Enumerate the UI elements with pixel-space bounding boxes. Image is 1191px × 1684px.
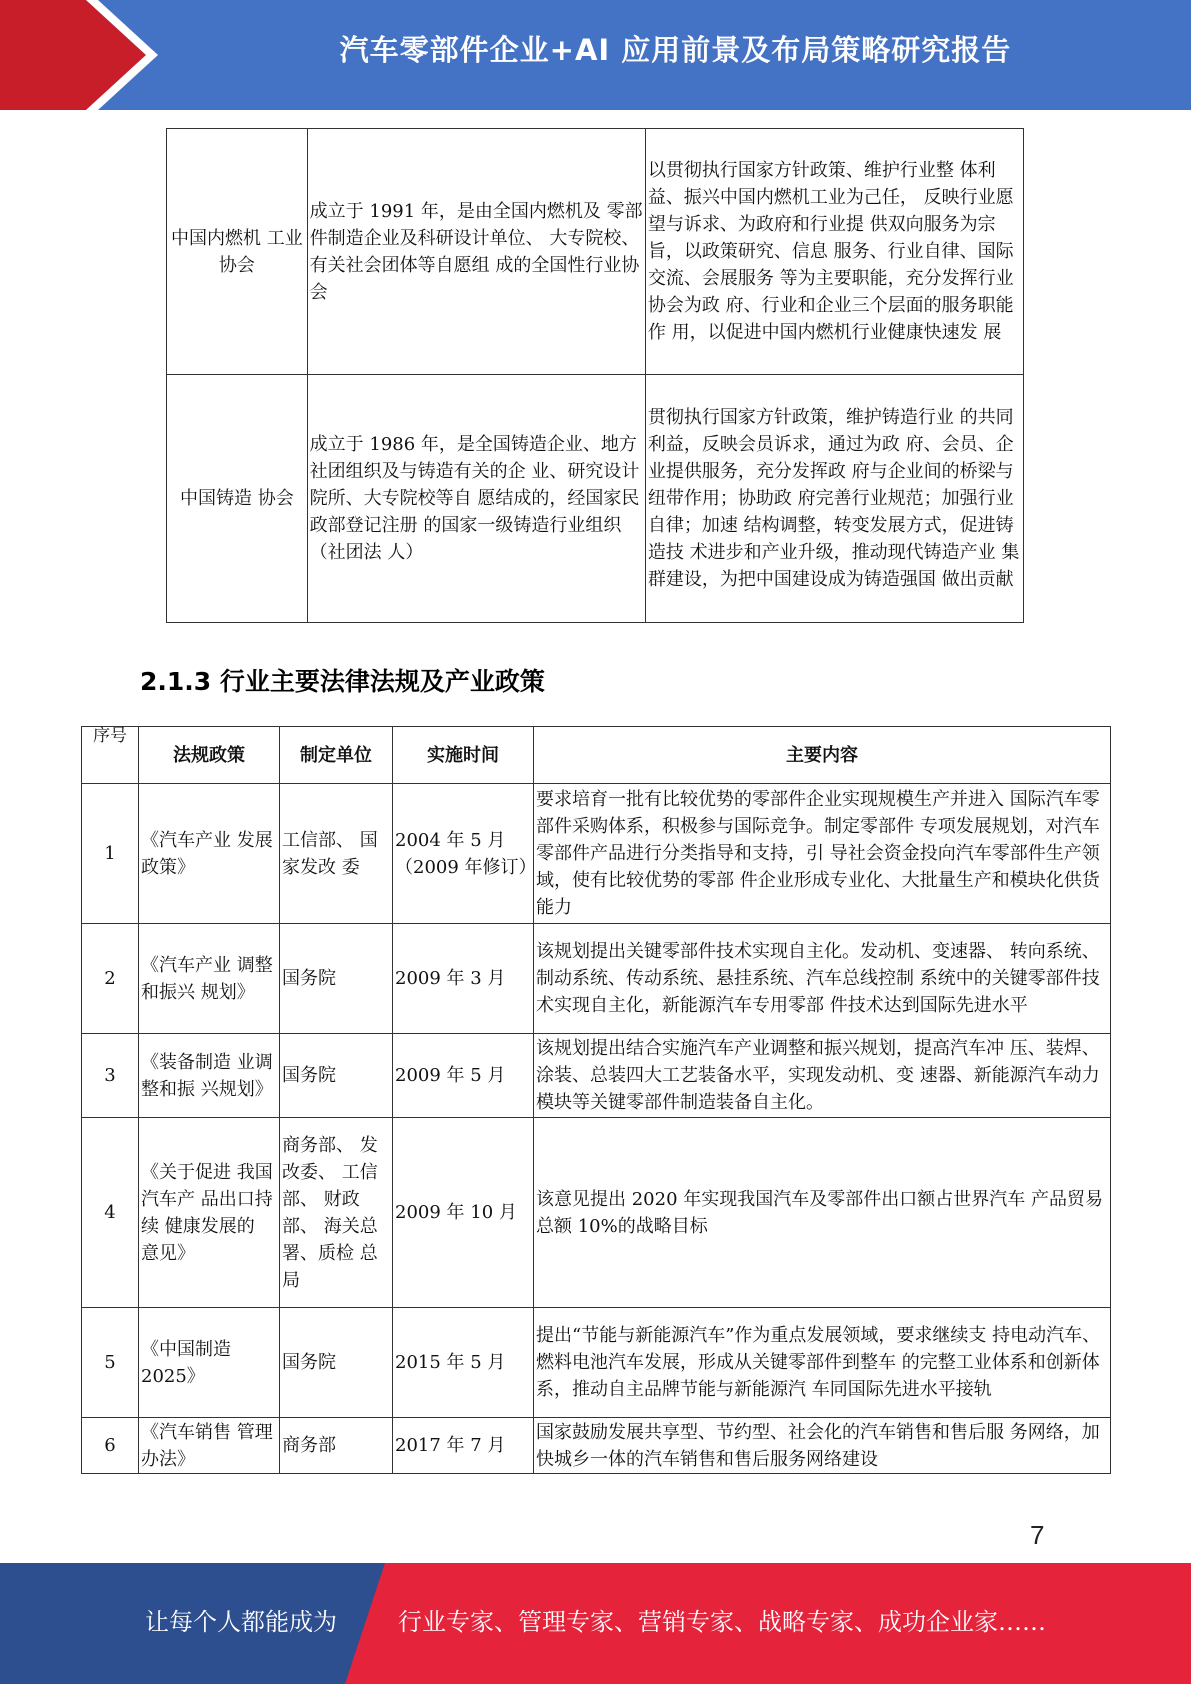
table-header-row: [82, 727, 1111, 784]
header-org: 制定单位: [280, 727, 393, 784]
table-row: [82, 784, 1111, 924]
report-title: 汽车零部件企业+AI 应用前景及布局策略研究报告: [339, 33, 1012, 67]
association-description: 成立于 1991 年，是由全国内燃机及 零部件制造企业及科研设计单位、 大专院校、有关社会团体等自愿组 成的全国性行业协会: [307, 129, 645, 375]
table-row: [167, 129, 1024, 375]
row-org: 商务部、 发改委、 工信部、 财政部、 海关总署、质检 总局: [280, 1118, 393, 1308]
policy-table: [81, 726, 1111, 1474]
table-row: [167, 375, 1024, 623]
row-content: 该规划提出关键零部件技术实现自主化。发动机、变速器、 转向系统、制动系统、传动系统、悬挂系统、汽车总线控制 系统中的关键零部件技术实现自主化，新能源汽车专用零部 件技术达到国际先进水平: [534, 924, 1111, 1034]
row-date: 2017 年 7 月: [393, 1418, 534, 1474]
table-row: [82, 924, 1111, 1034]
row-law: 《汽车产业 发展政策》: [139, 784, 280, 924]
page-number: 7: [1030, 1520, 1045, 1550]
association-function: 以贯彻执行国家方针政策、维护行业整 体利益、振兴中国内燃机工业为己任， 反映行业愿望与诉求、为政府和行业提 供双向服务为宗旨，以政策研究、信息 服务、行业自律、国际交流、会展服务 等为主要职能，充分发挥行业协会为政 府、行业和企业三个层面的服务职能作 用，以促进中国内燃机行业健康快速发 展: [645, 129, 1023, 375]
header-date: 实施时间: [393, 727, 534, 784]
association-function: 贯彻执行国家方针政策，维护铸造行业 的共同利益，反映会员诉求，通过为政 府、会员、企业提供服务，充分发挥政 府与企业间的桥梁与纽带作用；协助政 府完善行业规范；加强行业自律；加速 结构调整，转变发展方式，促进铸造技 术进步和产业升级，推动现代铸造产业 集群建设，为把中国建设成为铸造强国 做出贡献: [645, 375, 1023, 623]
header-law: 法规政策: [139, 727, 280, 784]
row-date: 2009 年 5 月: [393, 1034, 534, 1118]
table-row: [82, 1418, 1111, 1474]
association-name: 中国铸造 协会: [167, 375, 308, 623]
row-org: 工信部、 国家发改 委: [280, 784, 393, 924]
row-num: 3: [82, 1034, 139, 1118]
footer-slogan-left: 让每个人都能成为: [145, 1608, 337, 1636]
row-law: 《汽车产业 调整和振兴 规划》: [139, 924, 280, 1034]
row-content: 提出“节能与新能源汽车”作为重点发展领域，要求继续支 持电动汽车、燃料电池汽车发展，形成从关键零部件到整车 的完整工业体系和创新体系，推动自主品牌节能与新能源汽 车同国际先进水平接轨: [534, 1308, 1111, 1418]
row-law: 《装备制造 业调整和振 兴规划》: [139, 1034, 280, 1118]
header-content: 主要内容: [534, 727, 1111, 784]
row-content: 国家鼓励发展共享型、节约型、社会化的汽车销售和售后服 务网络，加快城乡一体的汽车销售和售后服务网络建设: [534, 1418, 1111, 1474]
row-law: 《汽车销售 管理办法》: [139, 1418, 280, 1474]
footer-banner: [0, 1563, 1191, 1684]
row-content: 该意见提出 2020 年实现我国汽车及零部件出口额占世界汽车 产品贸易总额 10%的战略目标: [534, 1118, 1111, 1308]
association-table: [166, 128, 1024, 623]
row-date: 2015 年 5 月: [393, 1308, 534, 1418]
row-org: 国务院: [280, 1308, 393, 1418]
table-row: [82, 1118, 1111, 1308]
row-num: 6: [82, 1418, 139, 1474]
association-description: 成立于 1986 年，是全国铸造企业、地方社团组织及与铸造有关的企 业、研究设计院所、大专院校等自 愿结成的，经国家民政部登记注册 的国家一级铸造行业组织（社团法 人）: [307, 375, 645, 623]
row-org: 国务院: [280, 1034, 393, 1118]
table-row: [82, 1034, 1111, 1118]
header-num: 序号: [82, 727, 139, 784]
row-num: 5: [82, 1308, 139, 1418]
association-name: 中国内燃机 工业协会: [167, 129, 308, 375]
row-org: 国务院: [280, 924, 393, 1034]
row-law: 《关于促进 我国汽车产 品出口持续 健康发展的 意见》: [139, 1118, 280, 1308]
section-heading: 2.1.3 行业主要法律法规及产业政策: [140, 667, 545, 696]
row-law: 《中国制造 2025》: [139, 1308, 280, 1418]
row-org: 商务部: [280, 1418, 393, 1474]
footer-slogan-right: 行业专家、管理专家、营销专家、战略专家、成功企业家……: [398, 1608, 1046, 1636]
row-date: 2009 年 10 月: [393, 1118, 534, 1308]
row-content: 该规划提出结合实施汽车产业调整和振兴规划，提高汽车冲 压、装焊、涂装、总装四大工艺装备水平，实现发动机、变 速器、新能源汽车动力模块等关键零部件制造装备自主化。: [534, 1034, 1111, 1118]
row-date: 2009 年 3 月: [393, 924, 534, 1034]
row-num: 2: [82, 924, 139, 1034]
row-content: 要求培育一批有比较优势的零部件企业实现规模生产并进入 国际汽车零部件采购体系，积极参与国际竞争。制定零部件 专项发展规划，对汽车零部件产品进行分类指导和支持，引 导社会资金投向汽车零部件生产领域，使有比较优势的零部 件企业形成专业化、大批量生产和模块化供货能力: [534, 784, 1111, 924]
table-row: [82, 1308, 1111, 1418]
row-num: 4: [82, 1118, 139, 1308]
row-date: 2004 年 5 月（2009 年修订）: [393, 784, 534, 924]
row-num: 1: [82, 784, 139, 924]
header-banner: [0, 0, 1191, 110]
